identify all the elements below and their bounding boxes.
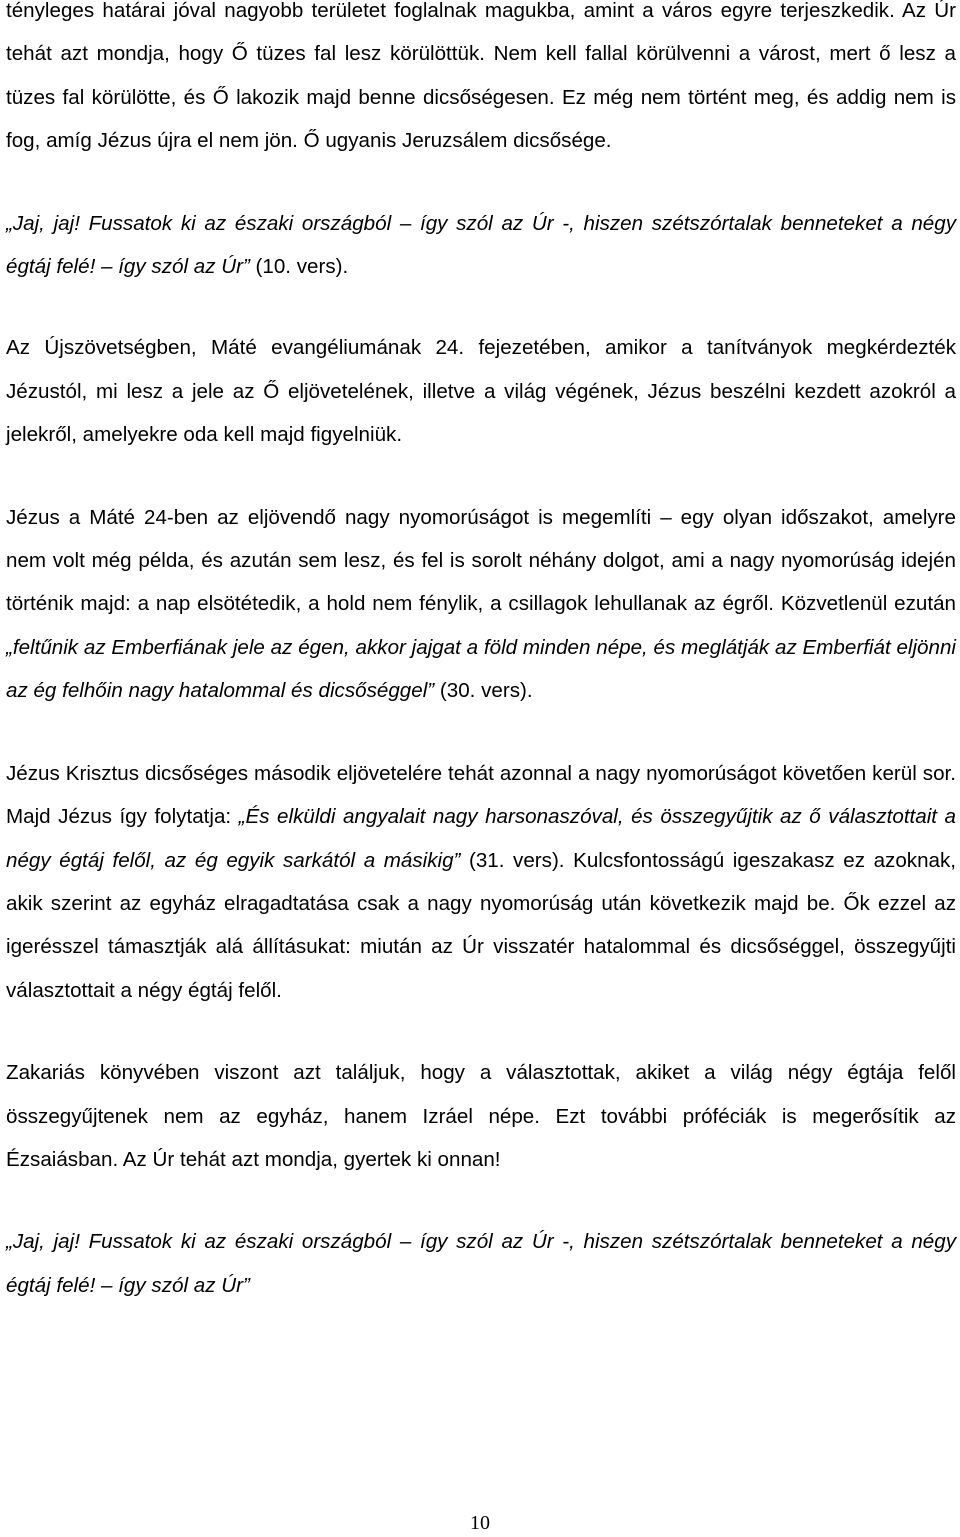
document-page xyxy=(6,0,956,1307)
paragraph-7 xyxy=(6,1220,956,1307)
italic-quote-text: „Jaj, jaj! Fussatok ki az északi országból – így szól az Úr -, hiszen szétszórtalak benneteket a négy égtáj felé! – így szól az Úr” xyxy=(6,1230,956,1297)
paragraph-4 xyxy=(6,496,956,713)
paragraph-text: Az Újszövetségben, Máté evangéliumának 24. fejezetében, amikor a tanítványok megkérdezték Jézustól, mi lesz a jele az Ő eljövetelének, illetve a világ végének, Jézus beszélni kezdett azokról a jelekről, amelyekre oda kell majd figyelniük. xyxy=(6,336,956,447)
italic-quote-text: „Jaj, jaj! Fussatok ki az északi országból – így szól az Úr -, hiszen szétszórtalak benneteket a négy égtáj felé! – így szól az Úr” xyxy=(6,211,956,279)
paragraph-gap xyxy=(6,1012,956,1051)
paragraph-text: Zakariás könyvében viszont azt találjuk, hogy a választottak, akiket a világ négy égtája felől összegyűjtenek nem az egyház, hanem Izráel népe. Ezt további próféciák is megerősítik az Ézsaiásban. Az Úr tehát azt mondja, gyertek ki onnan! xyxy=(6,1061,956,1171)
paragraph-3 xyxy=(6,326,956,456)
italic-quote-text: „És elküldi angyalait nagy harsonaszóval, és összegyűjtik az ő választottait a négy égtáj felől, az ég egyik sarkától a másikig” xyxy=(6,805,956,872)
paragraph-text: (31. vers). Kulcsfontosságú igeszakasz ez azoknak, akik szerint az egyház elragadtatása csak a nagy nyomorúság után következik majd be. Ők ezzel az igerésszel támasztják alá állításukat: miután az Úr visszatér hatalommal és dicsőséggel, összegyűjti választottait a négy égtáj felől. xyxy=(6,848,957,1002)
paragraph-text: (30. vers). xyxy=(434,679,533,703)
paragraph-6 xyxy=(6,1051,956,1181)
page-number: 10 xyxy=(470,1512,490,1534)
paragraph-1 xyxy=(6,0,956,163)
paragraph-text: (10. vers). xyxy=(249,255,349,279)
paragraph-text: Jézus Krisztus dicsőséges második eljövetelére tehát azonnal a nagy nyomorúságot követően kerül sor. Majd Jézus így folytatja: xyxy=(6,761,956,829)
paragraph-gap xyxy=(6,288,956,326)
paragraph-gap xyxy=(6,1181,956,1220)
paragraph-gap xyxy=(6,457,956,496)
paragraph-text: tényleges határai jóval nagyobb területet foglalnak magukba, amint a város egyre terjeszkedik. Az Úr tehát azt mondja, hogy Ő tüzes fal lesz körülöttük. Nem kell fallal körülvenni a várost, mert ő lesz a tüzes fal körülötte, és Ő lakozik majd benne dicsőségesen. Ez még nem történt meg, és addig nem is fog, amíg Jézus újra el nem jön. Ő ugyanis Jeruzsálem dicsősége. xyxy=(6,0,956,153)
paragraph-gap xyxy=(6,713,956,752)
paragraph-2 xyxy=(6,202,956,289)
paragraph-text: Jézus a Máté 24-ben az eljövendő nagy nyomorúságot is megemlíti – egy olyan időszakot, amelyre nem volt még példa, és azután sem lesz, és fel is sorolt néhány dolgot, ami a nagy nyomorúság idején történik majd: a nap elsötétedik, a hold nem fénylik, a csillagok lehullanak az égről. Közvetlenül ezután xyxy=(6,505,956,616)
paragraph-gap xyxy=(6,163,956,202)
italic-quote-text: „feltűnik az Emberfiának jele az égen, akkor jajgat a föld minden népe, és meglátják az Emberfiát eljönni az ég felhőin nagy hatalommal és dicsőséggel” xyxy=(6,635,956,703)
paragraph-5 xyxy=(6,752,956,1012)
